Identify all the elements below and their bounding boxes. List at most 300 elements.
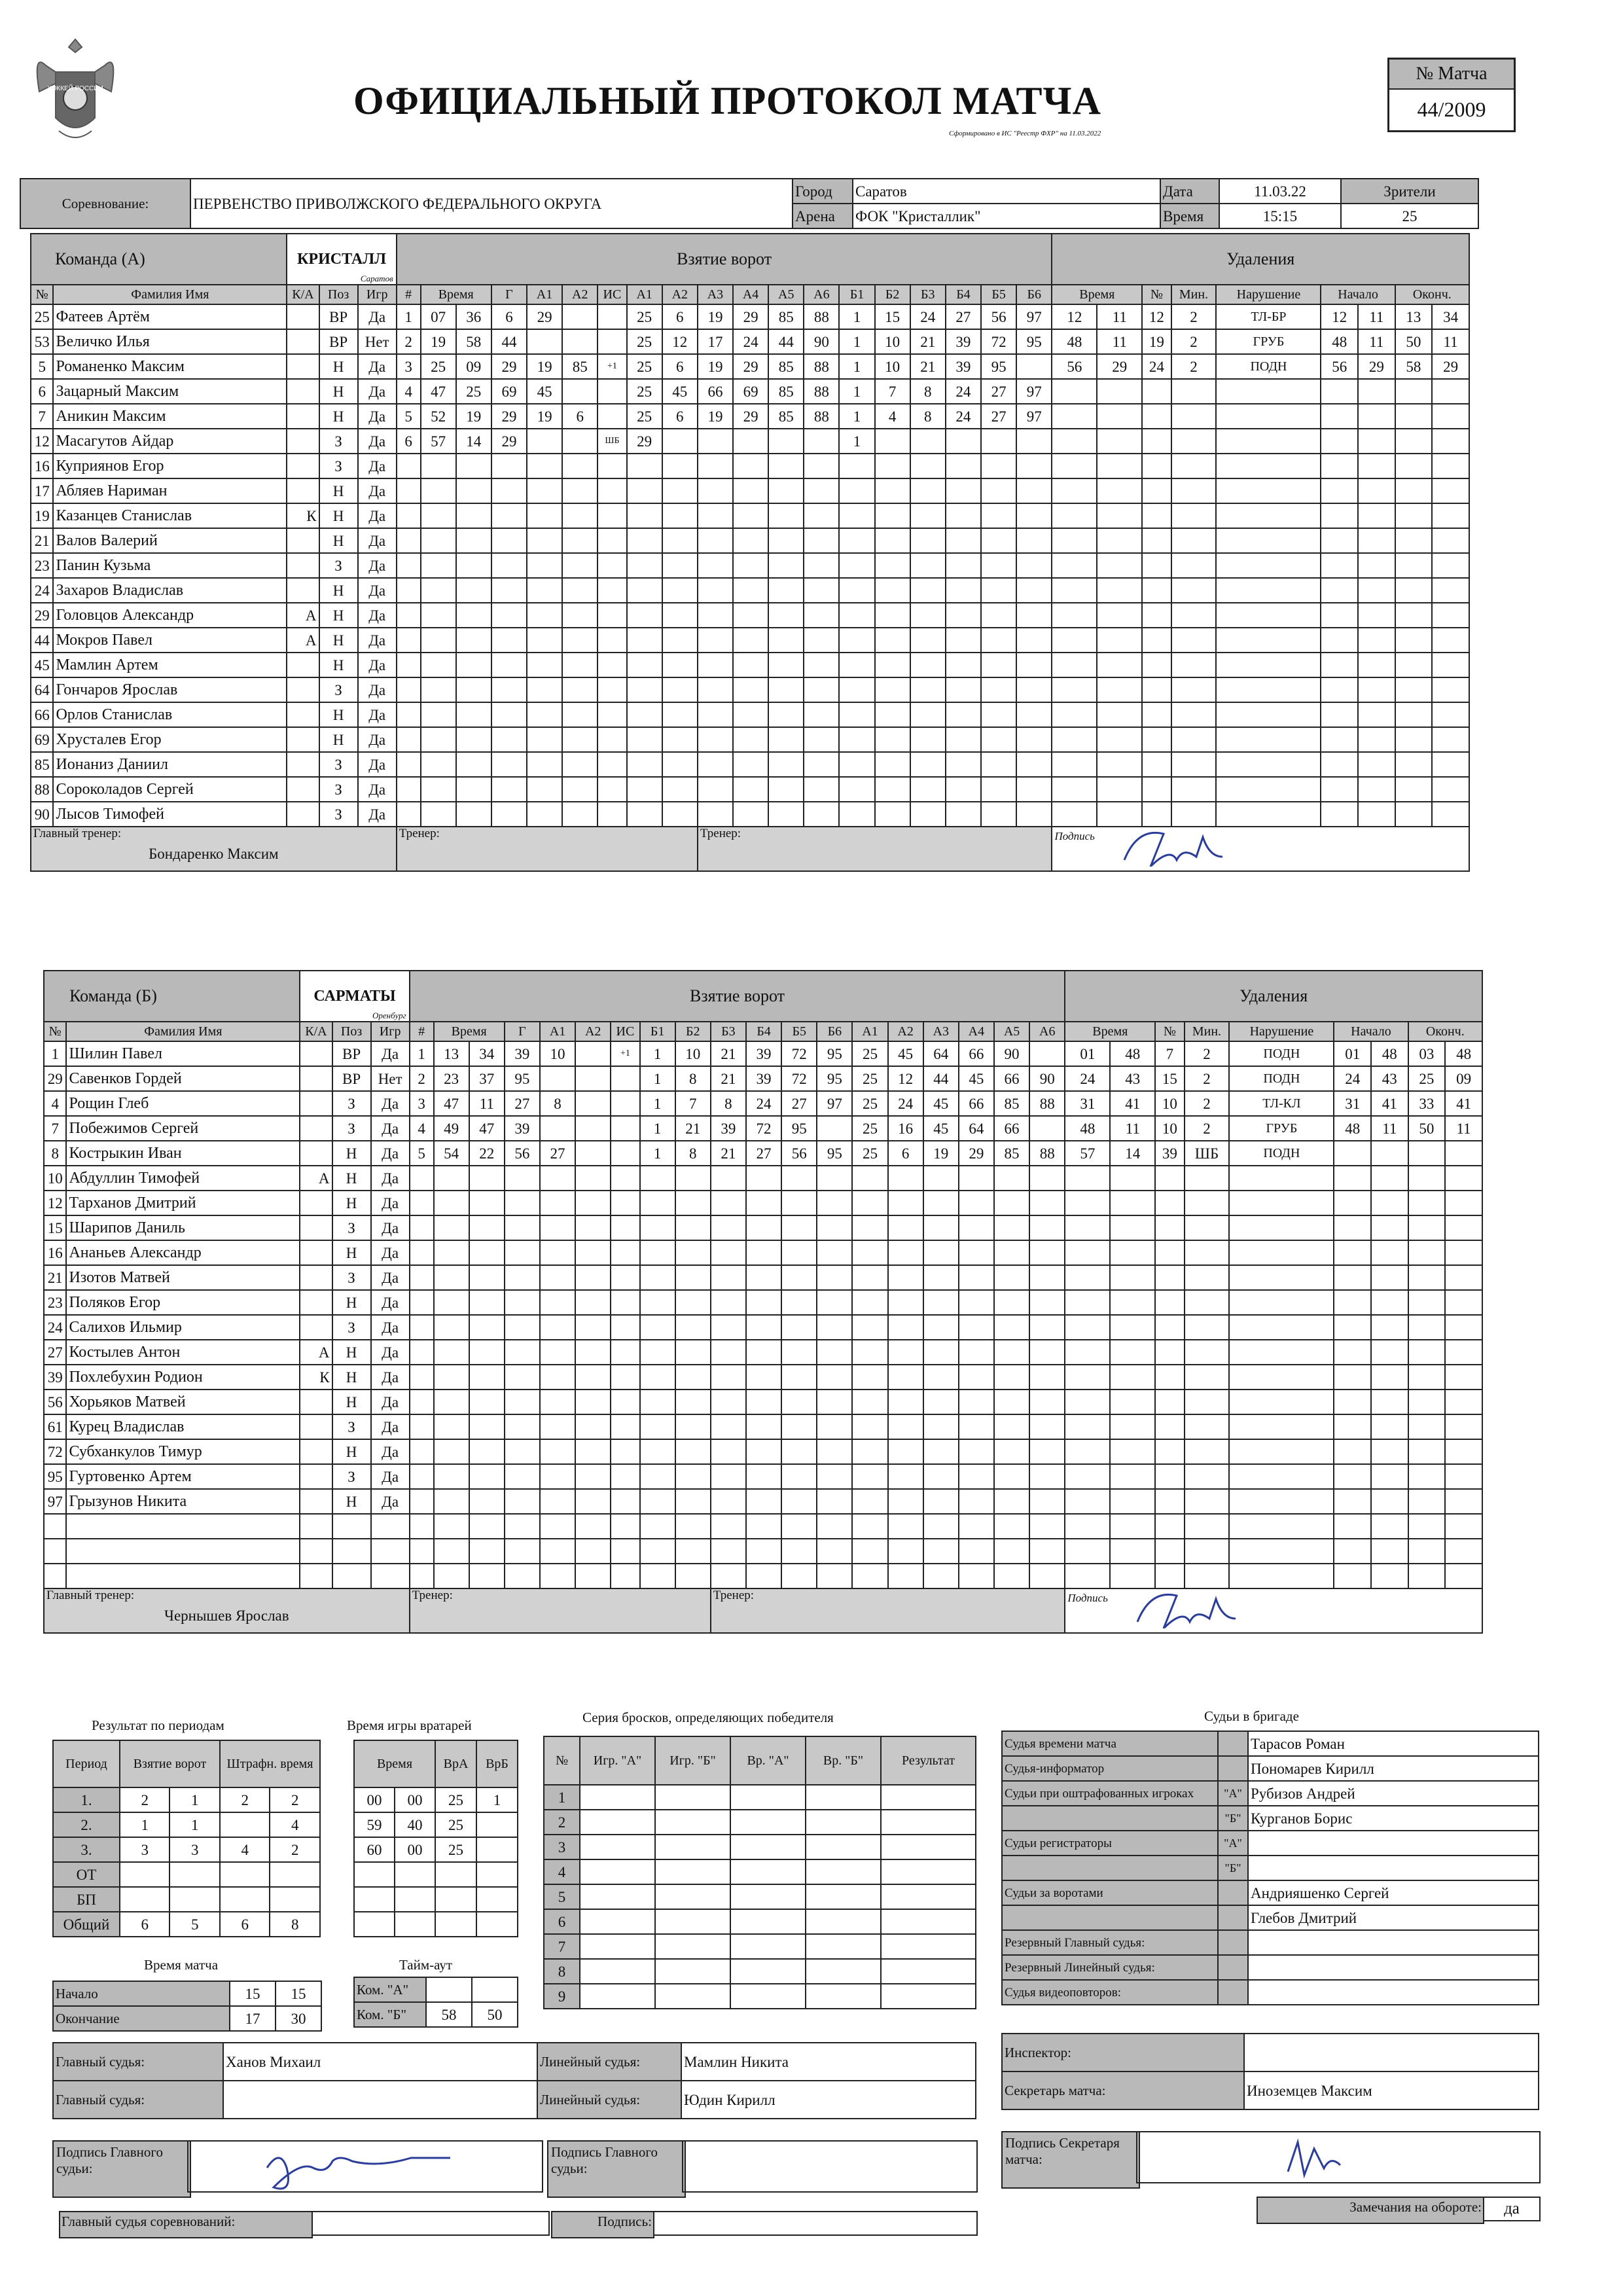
goal-on-ice-conceding: 72 <box>981 329 1016 354</box>
goal-scorer <box>505 1390 540 1414</box>
goal-on-ice-conceding <box>959 1390 994 1414</box>
penalty-minute <box>1065 1489 1110 1514</box>
penalty-second <box>1110 1390 1155 1414</box>
shootout-cell <box>730 1984 806 2009</box>
penalty-start-sec <box>1358 553 1395 578</box>
penalty-minutes <box>1185 1290 1230 1315</box>
player-name: Абляев Нариман <box>53 478 287 503</box>
goal-second <box>456 503 491 528</box>
col-pen-time: Время <box>1052 285 1142 304</box>
penalty-second: 11 <box>1097 304 1142 329</box>
goal-on-ice-scoring <box>640 1564 675 1588</box>
penalty-end-sec: 34 <box>1432 304 1469 329</box>
goal-on-ice-conceding <box>1029 1564 1065 1588</box>
penalty-end-min <box>1395 379 1433 404</box>
penalty-second: 43 <box>1110 1066 1155 1091</box>
goal-assist-1 <box>540 1265 575 1290</box>
goal-on-ice-conceding: 25 <box>852 1141 887 1166</box>
results-col-pen: Штрафн. время <box>220 1740 320 1787</box>
penalty-minutes <box>1171 478 1217 503</box>
player-plays: Да <box>371 1191 410 1215</box>
player-ka <box>287 354 319 379</box>
goal-minute <box>421 628 456 653</box>
penalty-end-min <box>1395 603 1433 628</box>
penalty-end-sec <box>1432 777 1469 802</box>
penalty-end-min <box>1395 553 1433 578</box>
goal-on-ice-conceding: 29 <box>959 1141 994 1166</box>
goal-assist-2 <box>562 329 597 354</box>
penalty-minute: 48 <box>1065 1116 1110 1141</box>
player-position: З <box>332 1414 371 1439</box>
results-goals-b: 3 <box>169 1837 220 1862</box>
shootout-cell <box>806 1859 881 1884</box>
col-pen-end: Оконч. <box>1395 285 1469 304</box>
table-row <box>44 1191 1482 1215</box>
penalty-minute <box>1065 1514 1110 1539</box>
goal-on-ice-conceding <box>981 503 1016 528</box>
info-table <box>20 178 1479 229</box>
goal-on-ice-conceding <box>910 702 946 727</box>
goal-situation <box>611 1439 639 1464</box>
goal-on-ice-conceding: 27 <box>946 304 981 329</box>
goal-on-ice-scoring <box>698 503 733 528</box>
shootout-cell <box>806 1984 881 2009</box>
goal-on-ice-scoring <box>804 628 839 653</box>
col-goal-no: # <box>410 1022 434 1041</box>
goal-on-ice-conceding: 1 <box>839 379 874 404</box>
goal-situation <box>611 1141 639 1166</box>
penalty-violation <box>1216 752 1321 777</box>
player-ka <box>287 528 319 553</box>
goal-on-ice-scoring <box>640 1290 675 1315</box>
goal-on-ice-scoring <box>675 1564 711 1588</box>
goal-assist-1 <box>540 1116 575 1141</box>
table-row <box>44 1166 1482 1191</box>
table-row <box>44 1489 1482 1514</box>
player-number: 17 <box>31 478 53 503</box>
goal-minute <box>421 578 456 603</box>
goal-situation: +1 <box>597 354 626 379</box>
player-ka <box>300 1564 332 1588</box>
player-name: Субханкулов Тимур <box>66 1439 300 1464</box>
penalty-player <box>1142 379 1171 404</box>
goal-on-ice-scoring: 1 <box>640 1041 675 1066</box>
penalty-violation: ПОДН <box>1216 354 1321 379</box>
goal-on-ice-conceding <box>994 1265 1029 1290</box>
penalty-violation <box>1216 727 1321 752</box>
shootout-cell <box>730 1934 806 1959</box>
player-name: Аникин Максим <box>53 404 287 429</box>
penalty-end-sec: 48 <box>1445 1041 1482 1066</box>
penalty-player <box>1142 454 1171 478</box>
penalty-second: 48 <box>1110 1041 1155 1066</box>
goal-minute: 25 <box>421 354 456 379</box>
penalty-player <box>1142 553 1171 578</box>
penalty-minutes <box>1171 653 1217 677</box>
official-name: Глебов Дмитрий <box>1248 1905 1539 1930</box>
goal-on-ice-scoring <box>698 752 733 777</box>
penalty-start-sec <box>1358 752 1395 777</box>
results-pen-a <box>220 1862 270 1887</box>
table-row <box>44 1290 1482 1315</box>
goal-on-ice-scoring <box>768 628 804 653</box>
goal-on-ice-conceding <box>959 1340 994 1365</box>
goal-situation <box>611 1191 639 1215</box>
player-ka <box>287 653 319 677</box>
player-plays <box>371 1564 410 1588</box>
goal-on-ice-scoring: 1 <box>640 1116 675 1141</box>
penalty-second <box>1110 1514 1155 1539</box>
goal-number <box>397 702 421 727</box>
player-plays: Да <box>358 454 397 478</box>
player-number: 4 <box>44 1091 66 1116</box>
goal-on-ice-scoring <box>817 1240 852 1265</box>
penalty-player <box>1155 1464 1184 1489</box>
player-plays: Да <box>358 727 397 752</box>
goal-on-ice-conceding <box>981 478 1016 503</box>
player-name: Мамлин Артем <box>53 653 287 677</box>
penalty-minutes <box>1185 1315 1230 1340</box>
goal-on-ice-scoring <box>817 1390 852 1414</box>
goal-situation <box>597 379 626 404</box>
penalty-start-min <box>1334 1340 1371 1365</box>
col-goal-a2: А2 <box>562 285 597 304</box>
player-number: 56 <box>44 1390 66 1414</box>
coach-2-cell: Тренер: <box>711 1588 1065 1633</box>
penalty-violation <box>1229 1290 1334 1315</box>
penalty-violation: ГРУБ <box>1216 329 1321 354</box>
player-name: Салихов Ильмир <box>66 1315 300 1340</box>
player-number: 25 <box>31 304 53 329</box>
penalty-end-sec <box>1432 752 1469 777</box>
player-plays: Да <box>371 1265 410 1290</box>
col-on-ice-Б6: Б6 <box>817 1022 852 1041</box>
goal-on-ice-scoring <box>662 777 698 802</box>
goal-second <box>456 653 491 677</box>
player-number: 1 <box>44 1041 66 1066</box>
col-goal-is: ИС <box>611 1022 639 1041</box>
goal-scorer <box>505 1564 540 1588</box>
penalty-end-min <box>1395 478 1433 503</box>
goal-on-ice-scoring: 19 <box>698 354 733 379</box>
goal-assist-1: 8 <box>540 1091 575 1116</box>
goal-on-ice-scoring <box>817 1514 852 1539</box>
goal-on-ice-conceding <box>852 1290 887 1315</box>
goal-second: 25 <box>456 379 491 404</box>
goal-on-ice-scoring <box>733 454 768 478</box>
penalty-player <box>1142 478 1171 503</box>
shootout-cell <box>730 1835 806 1859</box>
goal-scorer: 44 <box>491 329 527 354</box>
penalty-start-sec: 43 <box>1371 1066 1408 1091</box>
goal-on-ice-conceding <box>923 1315 959 1340</box>
goal-on-ice-conceding <box>839 528 874 553</box>
goal-on-ice-conceding <box>959 1439 994 1464</box>
player-position: Н <box>332 1141 371 1166</box>
goalie-a: 25 <box>435 1812 476 1837</box>
goal-on-ice-scoring <box>768 478 804 503</box>
table-row <box>44 1340 1482 1365</box>
goal-assist-2 <box>575 1116 611 1141</box>
competition-label: Соревнование: <box>20 179 190 228</box>
penalty-violation <box>1216 404 1321 429</box>
goal-on-ice-scoring <box>768 777 804 802</box>
table-row <box>31 752 1469 777</box>
goal-assist-1: 10 <box>540 1041 575 1066</box>
results-row <box>53 1812 320 1837</box>
goal-assist-2 <box>575 1315 611 1340</box>
goal-on-ice-scoring: 85 <box>768 304 804 329</box>
results-row <box>53 1787 320 1812</box>
penalty-end-sec <box>1432 653 1469 677</box>
penalty-end-sec: 11 <box>1432 329 1469 354</box>
goalie-b <box>476 1862 518 1887</box>
player-position <box>332 1514 371 1539</box>
goal-on-ice-conceding <box>946 429 981 454</box>
player-plays: Да <box>371 1414 410 1439</box>
goal-on-ice-scoring <box>640 1514 675 1539</box>
player-name: Кострыкин Иван <box>66 1141 300 1166</box>
penalty-player <box>1155 1414 1184 1439</box>
goalie-minute <box>354 1887 395 1912</box>
goal-on-ice-conceding <box>946 528 981 553</box>
col-pen-start: Начало <box>1334 1022 1408 1041</box>
goal-on-ice-scoring <box>640 1489 675 1514</box>
shootout-row-number: 9 <box>544 1984 580 2009</box>
player-number: 24 <box>31 578 53 603</box>
goal-on-ice-conceding <box>1029 1191 1065 1215</box>
goal-number <box>397 478 421 503</box>
date-value: 11.03.22 <box>1219 179 1341 204</box>
penalty-end-sec: 09 <box>1445 1066 1482 1091</box>
goal-number <box>397 603 421 628</box>
goal-on-ice-conceding <box>852 1315 887 1340</box>
goal-second <box>469 1439 505 1464</box>
goal-on-ice-scoring <box>781 1290 817 1315</box>
goal-on-ice-scoring <box>768 752 804 777</box>
goal-on-ice-scoring <box>698 578 733 603</box>
goal-on-ice-conceding: 85 <box>994 1141 1029 1166</box>
goalie-a: 25 <box>435 1787 476 1812</box>
penalty-second <box>1097 727 1142 752</box>
goal-assist-1 <box>540 1215 575 1240</box>
penalty-end-sec <box>1432 603 1469 628</box>
player-position: Н <box>332 1240 371 1265</box>
goal-on-ice-scoring <box>733 628 768 653</box>
goal-assist-1: 45 <box>527 379 562 404</box>
goal-on-ice-conceding <box>959 1539 994 1564</box>
player-ka <box>300 1315 332 1340</box>
penalty-player: 39 <box>1155 1141 1184 1166</box>
goal-on-ice-scoring <box>804 429 839 454</box>
shootout-table <box>543 1736 976 2009</box>
penalty-start-sec <box>1371 1240 1408 1265</box>
goal-on-ice-scoring <box>804 503 839 528</box>
goal-on-ice-scoring <box>746 1414 781 1439</box>
results-goals-a: 6 <box>120 1912 169 1937</box>
penalty-player <box>1155 1564 1184 1588</box>
goal-on-ice-conceding <box>946 752 981 777</box>
goal-on-ice-scoring: 25 <box>627 354 662 379</box>
col-num: № <box>44 1022 66 1041</box>
goal-on-ice-scoring <box>781 1539 817 1564</box>
match-start-hour: 15 <box>230 1981 276 2006</box>
goal-situation <box>597 578 626 603</box>
player-number: 45 <box>31 653 53 677</box>
penalty-start-sec: 41 <box>1371 1091 1408 1116</box>
penalty-start-sec: 11 <box>1358 329 1395 354</box>
goal-assist-2 <box>575 1365 611 1390</box>
penalty-violation <box>1229 1414 1334 1439</box>
goal-assist-1 <box>540 1564 575 1588</box>
player-plays: Да <box>358 528 397 553</box>
shootout-cell <box>655 1859 730 1884</box>
goal-on-ice-scoring: 19 <box>698 404 733 429</box>
goal-on-ice-scoring <box>804 578 839 603</box>
goal-on-ice-conceding <box>839 677 874 702</box>
goal-situation: ШБ <box>597 429 626 454</box>
results-col-goals: Взятие ворот <box>120 1740 220 1787</box>
goal-on-ice-scoring: 95 <box>817 1041 852 1066</box>
penalty-violation <box>1216 379 1321 404</box>
goal-on-ice-conceding <box>959 1564 994 1588</box>
penalty-start-sec <box>1358 677 1395 702</box>
goal-on-ice-scoring <box>733 752 768 777</box>
goal-on-ice-scoring <box>804 752 839 777</box>
goal-on-ice-scoring <box>817 1191 852 1215</box>
goal-on-ice-scoring <box>746 1439 781 1464</box>
goal-on-ice-conceding <box>910 752 946 777</box>
penalty-second <box>1097 702 1142 727</box>
penalty-start-sec <box>1371 1539 1408 1564</box>
table-row <box>31 503 1469 528</box>
table-row <box>31 304 1469 329</box>
goal-on-ice-conceding: 1 <box>839 304 874 329</box>
goalie-a <box>435 1862 476 1887</box>
goal-on-ice-conceding <box>875 478 910 503</box>
penalty-minutes <box>1171 528 1217 553</box>
team-b-table <box>43 970 1483 1634</box>
goal-on-ice-scoring: 6 <box>662 354 698 379</box>
penalty-minutes <box>1171 777 1217 802</box>
goal-on-ice-conceding <box>888 1340 923 1365</box>
penalty-start-min <box>1321 528 1358 553</box>
goal-on-ice-scoring <box>768 677 804 702</box>
penalty-end-min <box>1408 1215 1446 1240</box>
shootout-cell <box>730 1884 806 1909</box>
goal-on-ice-conceding <box>888 1414 923 1439</box>
goal-on-ice-conceding <box>981 553 1016 578</box>
goal-on-ice-scoring: 6 <box>662 304 698 329</box>
goal-on-ice-scoring <box>675 1166 711 1191</box>
player-position: Н <box>332 1290 371 1315</box>
goal-on-ice-scoring: 25 <box>627 404 662 429</box>
penalty-minute <box>1065 1539 1110 1564</box>
goal-situation <box>597 677 626 702</box>
player-plays: Да <box>358 503 397 528</box>
chief-referee-label-2: Главный судья: <box>53 2081 223 2119</box>
penalty-start-sec <box>1371 1141 1408 1166</box>
col-on-ice-А3: А3 <box>923 1022 959 1041</box>
goal-number <box>410 1191 434 1215</box>
goal-scorer <box>491 528 527 553</box>
goalie-minute <box>354 1862 395 1887</box>
goal-on-ice-scoring: 19 <box>698 304 733 329</box>
player-ka <box>287 727 319 752</box>
penalty-end-min <box>1408 1340 1446 1365</box>
player-position <box>332 1564 371 1588</box>
goal-minute <box>434 1191 469 1215</box>
goal-minute <box>434 1539 469 1564</box>
penalty-player <box>1155 1514 1184 1539</box>
penalty-start-sec <box>1371 1489 1408 1514</box>
table-row <box>31 429 1469 454</box>
table-row <box>31 454 1469 478</box>
goal-assist-2 <box>575 1414 611 1439</box>
goal-number: 6 <box>397 429 421 454</box>
results-pen-b: 8 <box>270 1912 320 1937</box>
goal-on-ice-conceding <box>852 1240 887 1265</box>
goal-on-ice-scoring: 25 <box>627 304 662 329</box>
player-name: Похлебухин Родион <box>66 1365 300 1390</box>
penalty-violation <box>1216 802 1321 827</box>
results-pen-a: 6 <box>220 1912 270 1937</box>
penalty-end-min <box>1408 1489 1446 1514</box>
shootout-cell <box>655 1785 730 1810</box>
goal-situation <box>611 1390 639 1414</box>
player-position: З <box>332 1315 371 1340</box>
goal-on-ice-conceding <box>946 777 981 802</box>
player-number: 53 <box>31 329 53 354</box>
goal-on-ice-scoring <box>804 677 839 702</box>
penalty-player <box>1142 628 1171 653</box>
goal-on-ice-conceding <box>888 1439 923 1464</box>
goal-on-ice-conceding <box>910 628 946 653</box>
penalty-player <box>1142 702 1171 727</box>
goal-on-ice-conceding <box>959 1464 994 1489</box>
goal-situation <box>611 1066 639 1091</box>
official-row <box>1002 1880 1539 1905</box>
goal-scorer <box>505 1191 540 1215</box>
goal-situation <box>597 702 626 727</box>
goal-on-ice-scoring <box>768 603 804 628</box>
date-label: Дата <box>1160 179 1219 204</box>
shootout-cell <box>806 1810 881 1835</box>
goal-on-ice-scoring <box>675 1464 711 1489</box>
goal-on-ice-scoring: 69 <box>733 379 768 404</box>
goal-on-ice-scoring: 21 <box>711 1066 746 1091</box>
penalty-end-min <box>1395 429 1433 454</box>
goal-second: 47 <box>469 1116 505 1141</box>
penalty-start-min: 12 <box>1321 304 1358 329</box>
goal-on-ice-scoring <box>627 653 662 677</box>
goal-number <box>410 1514 434 1539</box>
official-tag <box>1218 1756 1248 1781</box>
goal-assist-2 <box>575 1514 611 1539</box>
goal-second <box>456 553 491 578</box>
table-row <box>44 1464 1482 1489</box>
goal-on-ice-scoring: 24 <box>746 1091 781 1116</box>
official-row <box>1002 1905 1539 1930</box>
shootout-cell <box>806 1959 881 1984</box>
goal-scorer <box>505 1439 540 1464</box>
goal-on-ice-conceding <box>839 752 874 777</box>
goal-on-ice-scoring <box>675 1215 711 1240</box>
goal-on-ice-scoring <box>627 478 662 503</box>
goal-on-ice-scoring <box>698 553 733 578</box>
shootout-cell <box>580 1959 655 1984</box>
player-name: Ананьев Александр <box>66 1240 300 1265</box>
